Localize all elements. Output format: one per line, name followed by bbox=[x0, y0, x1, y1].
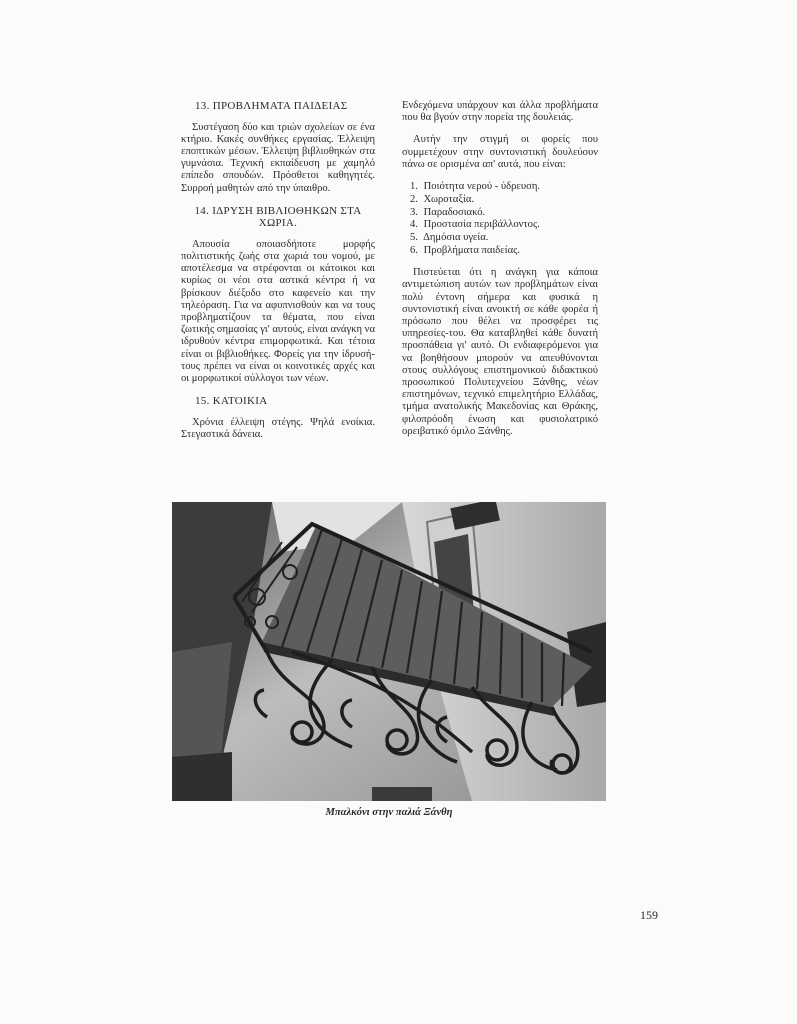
balcony-photo bbox=[172, 502, 606, 801]
list-item: 6. Προβλήματα παιδείας. bbox=[410, 245, 520, 256]
right-para-2: Αυτήν την στιγμή οι φορείς που συμμετέχουν στην συντονιστική δουλεύουν πάνω σε ορισμένα απ' αυτά, που είναι: bbox=[402, 134, 598, 170]
list-item: 5. Δημόσια υγεία. bbox=[410, 232, 489, 244]
section-14-heading: 14. ΙΔΡΥΣΗ ΒΙΒΛΙΟΘΗΚΩΝ ΣΤΑ ΧΩΡΙΑ. bbox=[194, 204, 362, 230]
section-15-heading: 15. ΚΑΤΟΙΚΙΑ bbox=[195, 395, 268, 408]
list-item: 1. Ποιότητα νερού - ύδρευση. bbox=[410, 181, 541, 193]
left-column bbox=[181, 100, 375, 451]
section-13-text: Συστέγαση δύο και τριών σχολείων σε ένα κτήριο. Κακές συνθήκες εργασίας. Έλλειψη εποπτικών μέσων. Έλλειψη βιβλιοθηκών στα γυμνάσια. Τεχνική εκπαίδευση με χαμηλό επίπεδο σπουδών. Πρόσθετοι καθηγητές. Συρροή μαθητών από την ύπαιθρο. bbox=[181, 121, 375, 194]
section-13-heading: 13. ΠΡΟΒΛΗΜΑΤΑ ΠΑΙΔΕΙΑΣ bbox=[195, 100, 348, 112]
problem-list bbox=[410, 181, 598, 257]
right-column bbox=[402, 100, 598, 448]
right-para-1: Ενδεχόμενα υπάρχουν και άλλα προβλήματα που θα βγούν στην πορεία της δουλειάς. bbox=[402, 100, 598, 124]
list-item: 4. Προστασία περιβάλλοντος. bbox=[410, 219, 540, 231]
page-number: 159 bbox=[640, 908, 658, 922]
section-15-text: Χρόνια έλλειψη στέγης. Ψηλά ενοίκια. Στεγαστικά δάνεια. bbox=[181, 416, 375, 440]
list-item: 3. Παραδοσιακό. bbox=[410, 206, 486, 218]
right-para-3: Πιστεύεται ότι η ανάγκη για κάποια αντιμετώπιση αυτών των προβλημάτων είναι πολύ έντονη σήμερα και φυσικά η συντονιστική είναι ανοικτή σε κάθε φορέα ή πρόσωπο που θέλει να προσφέρει τις υπηρεσίες-του. Θα καταβληθεί κάθε δυνατή προσπάθεια γι' αυτό. Οι ενδιαφερόμενοι για να βοηθήσουν μπορούν να απευθύνονται στους συλλόγους επιστημονικού διδακτικού προσωπικού Πολυτεχνείου Ξάνθης, νέων επιστημόνων, τεχνικό επιμελητήριο Ελλάδας, τμήμα ανατολικής Μακεδονίας και Θράκης, φιλοπρόοδη ένωση και φυσιολατρικό ορειβατικό όμιλο Ξάνθης. bbox=[402, 267, 598, 437]
list-item: 2. Χωροταξία. bbox=[410, 193, 475, 205]
photo-caption: Μπαλκόνι στην παλιά Ξάνθη bbox=[325, 807, 453, 818]
section-14-text: Απουσία οποιασδήποτε μορφής πολιτιστικής ζωής στα χωριά του νομού, με αποτέλεσμα να στρέφονται οι κάτοικοι και κυρίως οι νέοι στα αστικά κέντρα ή να βρίσκουν διέξοδο στο καφενείο και την τηλεόραση. Για να αφυπνισθούν και να τους προβληματίζουν τα θέματα, που είναι ζωτικής σημασίας γι' αυτούς, είναι ανάγκη να ιδρυθούν κέντρα επιμορφωτικά. Και τέτοια είναι οι βιβλιοθήκες. Φορείς για την ίδρυσή-τους πρέπει να είναι οι κοινοτικές αρχές και οι μορφωτικοί σύλλογοι των νέων. bbox=[181, 238, 375, 384]
